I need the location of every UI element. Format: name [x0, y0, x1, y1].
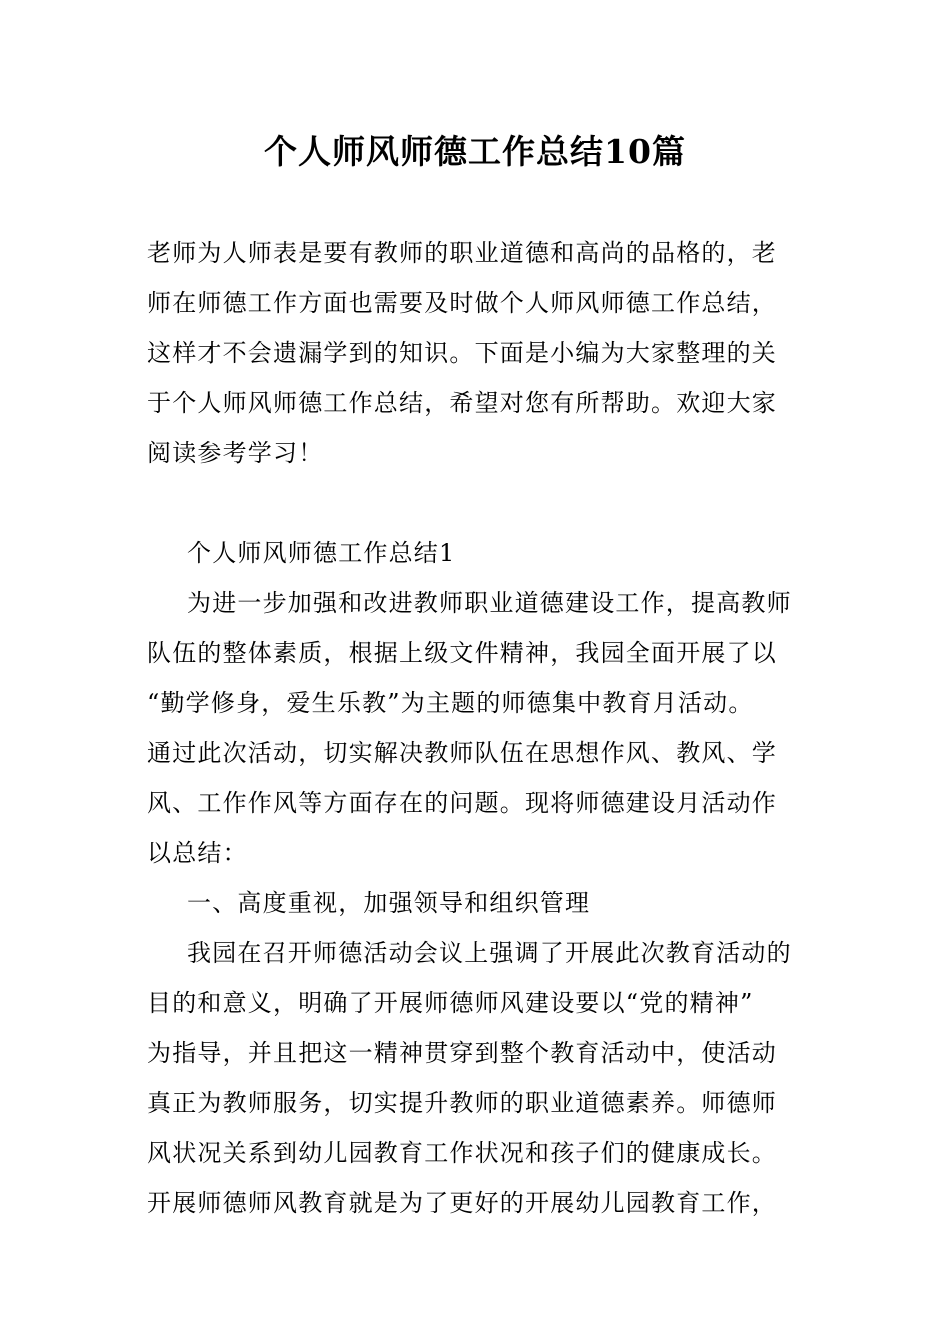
- paragraph-line: 目的和意义，明确了开展师德师风建设要以“党的精神”: [147, 989, 754, 1017]
- intro-line: 阅读参考学习！: [147, 439, 324, 467]
- paragraph-line: 以总结：: [147, 839, 248, 867]
- intro-paragraph: [147, 228, 807, 478]
- paragraph-line: 真正为教师服务，切实提升教师的职业道德素养。师德师: [147, 1089, 777, 1117]
- intro-line: 于个人师风师德工作总结，希望对您有所帮助。欢迎大家: [147, 389, 777, 417]
- paragraph-line: 风、工作作风等方面存在的问题。现将师德建设月活动作: [147, 789, 777, 817]
- paragraph-line: 开展师德师风教育就是为了更好的开展幼儿园教育工作，: [147, 1189, 777, 1217]
- section-1: [147, 528, 807, 1228]
- document-title: 个人师风师德工作总结10篇: [264, 132, 686, 171]
- paragraph-line: 队伍的整体素质，根据上级文件精神，我园全面开展了以: [147, 639, 777, 667]
- paragraph-line: 通过此次活动，切实解决教师队伍在思想作风、教风、学: [147, 739, 777, 767]
- paragraph-line: “勤学修身，爱生乐教”为主题的师德集中教育月活动。: [147, 689, 754, 717]
- paragraph-line: 我园在召开师德活动会议上强调了开展此次教育活动的: [187, 939, 792, 967]
- intro-line: 老师为人师表是要有教师的职业道德和高尚的品格的，老: [147, 239, 777, 267]
- subheading: 一、高度重视，加强领导和组织管理: [187, 889, 591, 917]
- section-heading: 个人师风师德工作总结1: [187, 539, 456, 567]
- paragraph-line: 为指导，并且把这一精神贯穿到整个教育活动中，使活动: [147, 1039, 777, 1067]
- paragraph-line: 为进一步加强和改进教师职业道德建设工作，提高教师: [187, 589, 792, 617]
- intro-line: 这样才不会遗漏学到的知识。下面是小编为大家整理的关: [147, 339, 777, 367]
- paragraph-line: 风状况关系到幼儿园教育工作状况和孩子们的健康成长。: [147, 1139, 777, 1167]
- intro-line: 师在师德工作方面也需要及时做个人师风师德工作总结，: [147, 289, 777, 317]
